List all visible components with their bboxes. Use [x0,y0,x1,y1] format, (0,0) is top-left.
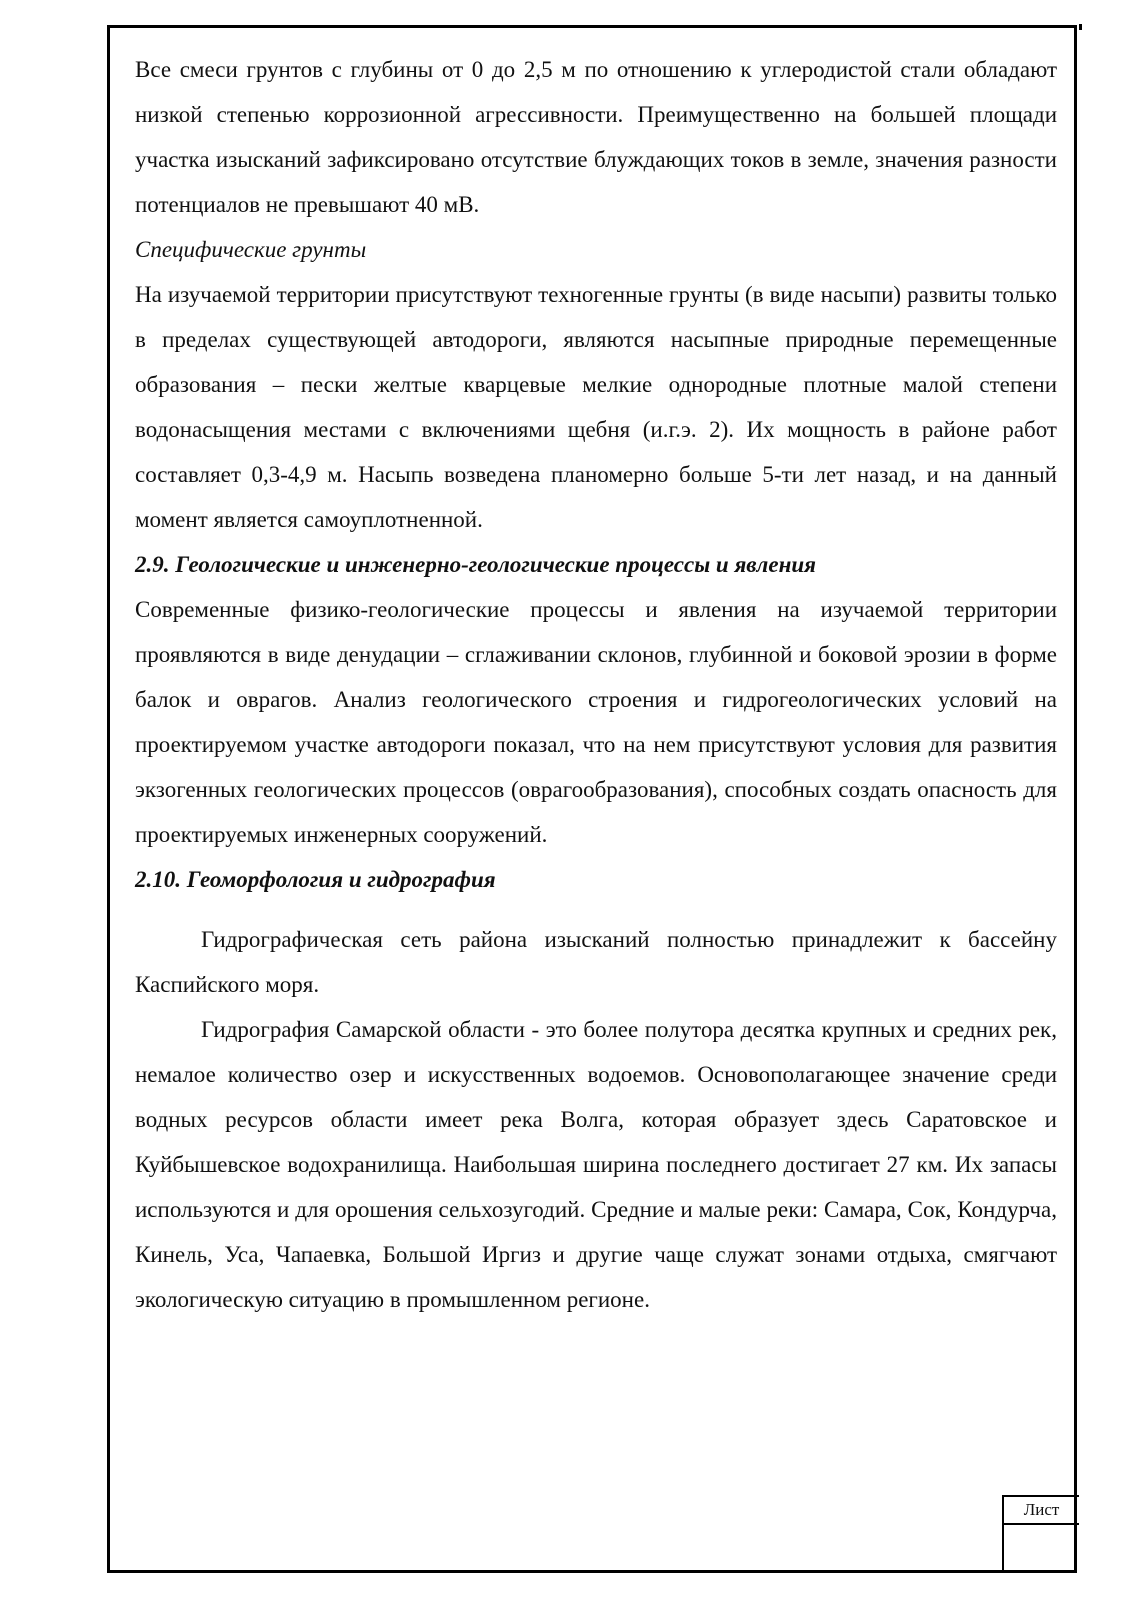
document-body [135,47,1057,1322]
paragraph-corrosion: Все смеси грунтов с глубины от 0 до 2,5 м по отношению к углеродистой стали обладают низкой степенью коррозионной агрессивности. Преимущественно на большей площади участка изысканий зафиксировано отсутствие блуждающих токов в земле, значения разности потенциалов не превышают 40 мВ. [135,57,1057,217]
section-gap [135,902,1057,917]
section-title-2-9: 2.9. Геологические и инженерно-геологические процессы и явления [135,552,816,577]
sheet-stamp [1002,1495,1079,1573]
sheet-label: Лист [1004,1497,1079,1525]
paragraph-geological-processes: Современные физико-геологические процессы и явления на изучаемой территории проявляются в виде денудации – сглаживании склонов, глубинной и боковой эрозии в форме балок и оврагов. Анализ геологического строения и гидрогеологических условий на проектируемом участке автодороги показал, что на нем присутствуют условия для развития экзогенных геологических процессов (оврагообразования), способных создать опасность для проектируемых инженерных сооружений. [135,597,1057,847]
section-title-2-10: 2.10. Геоморфология и гидрография [135,867,496,892]
paragraph-technogenic-soils: На изучаемой территории присутствуют техногенные грунты (в виде насыпи) развиты только в пределах существующей автодороги, являются насыпные природные перемещенные образования – пески желтые кварцевые мелкие однородные плотные малой степени водонасыщения местами с включениями щебня (и.г.э. 2). Их мощность в районе работ составляет 0,3-4,9 м. Насыпь возведена планомерно больше 5-ти лет назад, и на данный момент является самоуплотненной. [135,282,1057,532]
paragraph-samara-hydrography: Гидрография Самарской области - это более полутора десятка крупных и средних рек, немалое количество озер и искусственных водоемов. Основополагающее значение среди водных ресурсов области имеет река Волга, которая образует здесь Саратовское и Куйбышевское водохранилища. Наибольшая ширина последнего достигает 27 км. Их запасы используются и для орошения сельхозугодий. Средние и малые реки: Самара, Сок, Кондурча, Кинель, Уса, Чапаевка, Большой Иргиз и другие чаще служат зонами отдыха, смягчают экологическую ситуацию в промышленном регионе. [135,1017,1057,1312]
paragraph-hydrographic-network: Гидрографическая сеть района изысканий полностью принадлежит к бассейну Каспийского моря. [135,927,1057,997]
subheading-specific-soils: Специфические грунты [135,237,367,262]
frame-corner [1079,24,1082,30]
